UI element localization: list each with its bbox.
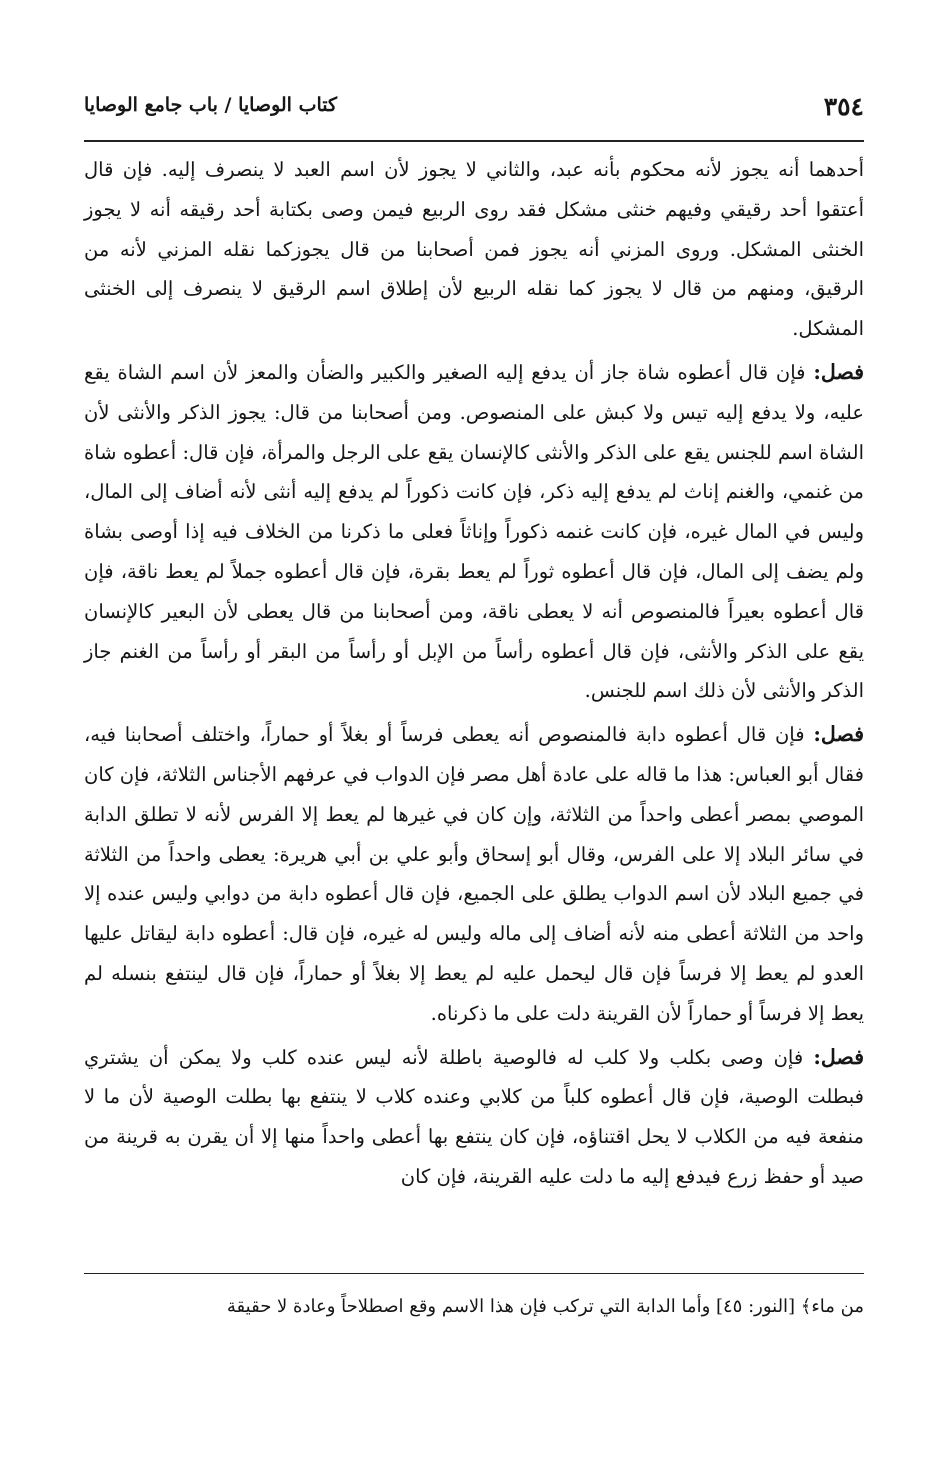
paragraph-1 [84,150,864,349]
header-rule [84,140,864,142]
paragraph-text: فإن قال أعطوه دابة فالمنصوص أنه يعطى فرساً أو بغلاً أو حماراً، واختلف أصحابنا فيه، فقال أبو العباس: هذا ما قاله على عادة أهل مصر فإن الدواب في عرفهم الأجناس الثلاثة، فإن كان الموصي بمصر أعطى واحداً من الثلاثة، وإن كان في غيرها لم يعط إلا الفرس لأنه لا تطلق الدابة في سائر البلاد إلا على الفرس، وقال أبو إسحاق وأبو علي بن أبي هريرة: يعطى واحداً من الثلاثة في جميع البلاد لأن اسم الدواب يطلق على الجميع، فإن قال أعطوه دابة من دوابي وليس عنده إلا واحد من الثلاثة أعطى منه لأنه أضاف إلى ماله وليس له غيره، فإن قال: أعطوه دابة ليقاتل عليها العدو لم يعط إلا فرساً فإن قال ليحمل عليه لم يعط إلا بغلاً أو حماراً، فإن قال لينتفع بنسله لم يعط إلا فرساً أو حماراً لأن القرينة دلت على ما ذكرناه. [84,723,864,1025]
footnote-rule [84,1273,864,1274]
main-text [84,150,864,1197]
paragraph-text: فإن وصى بكلب ولا كلب له فالوصية باطلة لأنه ليس عنده كلب ولا يمكن أن يشتري فبطلت الوصية، فإن قال أعطوه كلباً من كلابي وعنده كلاب لا ينتفع بها بطلت الوصية لأن ما لا منفعة فيه من الكلاب لا يحل اقتناؤه، فإن كان ينتفع بها أعطى واحداً منها إلا أن يقرن به قرينة من صيد أو حفظ زرع فيدفع إليه ما دلت عليه القرينة، فإن كان [84,1045,864,1188]
paragraph-2 [84,353,864,711]
section-heading-fasl: فصل: [813,1044,865,1069]
paragraph-text: فإن قال أعطوه شاة جاز أن يدفع إليه الصغير والكبير والضأن والمعز لأن اسم الشاة يقع عليه، ولا يدفع إليه تيس ولا كبش على المنصوص. ومن أصحابنا من قال: يجوز الذكر والأنثى لأن الشاة اسم للجنس يقع على الذكر والأنثى كالإنسان يقع على الرجل والمرأة، فإن قال: أعطوه شاة من غنمي، والغنم إناث لم يدفع إليه ذكر، فإن كانت ذكوراً لم يدفع إليه أنثى لأنه أضاف إلى المال، وليس في المال غيره، فإن كانت غنمه ذكوراً وإناثاً فعلى ما ذكرنا من الخلاف فيه إذا أوصى بشاة ولم يضف إلى المال، فإن قال أعطوه ثوراً لم يعط بقرة، فإن قال أعطوه جملاً لم يعط ناقة، فإن قال أعطوه بعيراً فالمنصوص أنه لا يعطى ناقة، ومن أصحابنا من قال يعطى لأن البعير كالإنسان يقع على الذكر والأنثى، فإن قال أعطوه رأساً من الإبل أو رأساً من البقر أو رأساً من الغنم جاز الذكر والأنثى لأن ذلك اسم للجنس. [84,360,864,703]
paragraph-3 [84,715,864,1033]
paragraph-text: أحدهما أنه يجوز لأنه محكوم بأنه عبد، والثاني لا يجوز لأن اسم العبد لا ينصرف إليه. فإن قال أعتقوا أحد رقيقي وفيهم خنثى مشكل فقد روى الربيع فيمن وصى بكتابة أحد رقيقه أنه لا يجوز الخنثى المشكل. وروى المزني أنه يجوز فمن أصحابنا من قال يجوزكما نقله المزني لأنه من الرقيق، ومنهم من قال لا يجوز كما نقله الربيع لأن إطلاق اسم الرقيق لا ينصرف إلى الخنثى المشكل. [84,158,864,341]
footnote: من ماء﴾ [النور: ٤٥] وأما الدابة التي تركب فإن هذا الاسم وقع اصطلاحاً وعادة لا حقيقة [226,1296,864,1317]
page-header [84,88,864,128]
section-heading-fasl: فصل: [813,722,864,747]
running-title: كتاب الوصايا / باب جامع الوصايا [84,94,338,116]
page-number: ٣٥٤ [823,92,864,121]
paragraph-4 [84,1038,864,1197]
section-heading-fasl: فصل: [813,359,864,384]
